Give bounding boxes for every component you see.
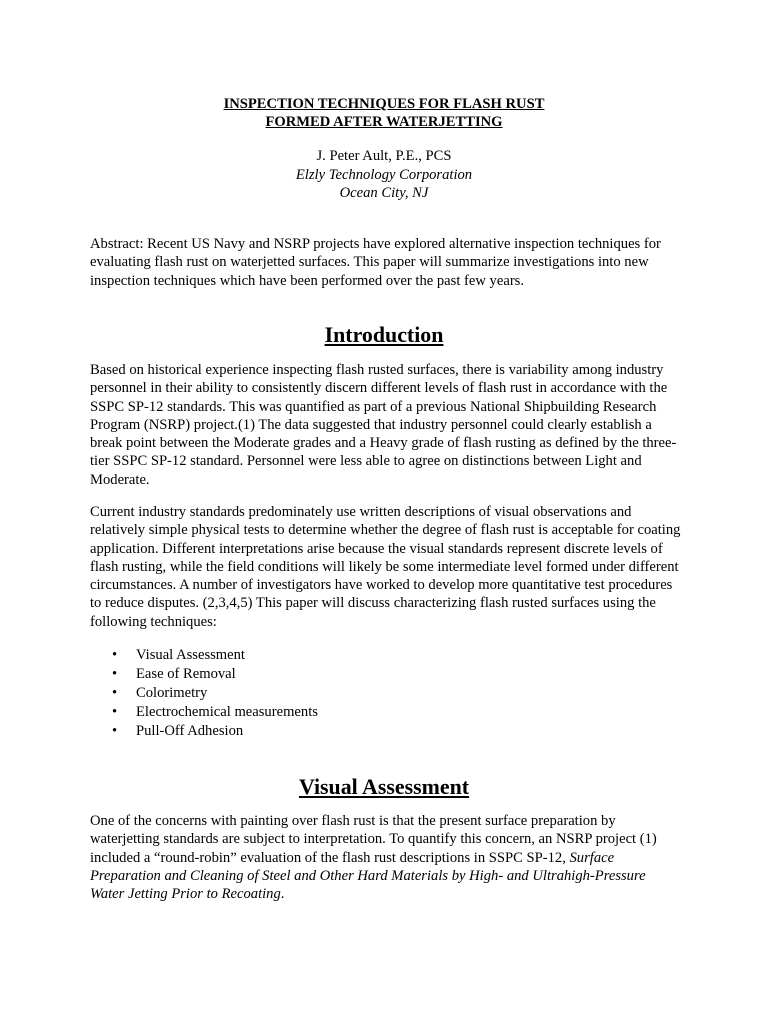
- list-item: • Pull-Off Adhesion: [112, 723, 244, 739]
- author-name: J. Peter Ault, P.E., PCS: [316, 148, 452, 164]
- introduction-heading: Introduction: [324, 322, 444, 347]
- bullet-icon: •: [112, 704, 118, 720]
- list-item: • Visual Assessment: [112, 647, 245, 663]
- visual-assessment-heading: Visual Assessment: [298, 774, 470, 799]
- list-item: • Electrochemical measurements: [112, 704, 318, 720]
- author-location: Ocean City, NJ: [339, 185, 429, 202]
- author-block: [0, 147, 768, 203]
- list-item: • Ease of Removal: [112, 666, 236, 682]
- introduction-paragraph-1: Based on historical experience inspecting flash rusted surfaces, there is variability among industry personnel in their ability to consistently discern different levels of flash rust in accordance with the SSPC SP-12 standards. This was quantified as part of a previous National Shipbuilding Research Program (NSRP) project.(1) The data suggested that industry personnel could clearly establish a break point between the Moderate grades and a Heavy grade of flash rusting as defined by the three-tier SSPC SP-12 standard. Personnel were less able to agree on distinctions between Light and Moderate.: [90, 362, 677, 488]
- title-line-2: FORMED AFTER WATERJETTING: [265, 114, 503, 130]
- title-line-1: INSPECTION TECHNIQUES FOR FLASH RUST: [223, 96, 545, 112]
- paper-title: [0, 95, 768, 131]
- bullet-icon: •: [112, 647, 118, 663]
- visual-assessment-paragraph: One of the concerns with painting over flash rust is that the present surface preparation by waterjetting standards are subject to interpretation. To quantify this concern, an NSRP project (1) included a “round-robin” evaluation of the flash rust descriptions in SSPC SP-12, Surface Preparation and Cleaning of Steel and Other Hard Materials by High- and Ultrahigh-Pressure Water Jetting Prior to Recoating.: [90, 813, 657, 903]
- techniques-list: [112, 646, 318, 741]
- introduction-paragraph-2: Current industry standards predominately use written descriptions of visual observations and relatively simple physical tests to determine whether the degree of flash rust is acceptable for coating application. Different interpretations arise because the visual standards represent discrete levels of flash rusting, while the field conditions will likely be some intermediate level formed under different circumstances. A number of investigators have worked to develop more quantitative test procedures to reduce disputes. (2,3,4,5) This paper will discuss characterizing flash rusted surfaces using the following techniques:: [90, 504, 681, 630]
- bullet-icon: •: [112, 723, 118, 739]
- author-organization: Elzly Technology Corporation: [295, 166, 473, 183]
- bullet-icon: •: [112, 666, 118, 682]
- abstract-paragraph: Abstract: Recent US Navy and NSRP projects have explored alternative inspection techniques for evaluating flash rust on waterjetted surfaces. This paper will summarize investigations into new inspection techniques which have been performed over the past few years.: [90, 236, 661, 289]
- bullet-icon: •: [112, 685, 118, 701]
- list-item: • Colorimetry: [112, 685, 208, 701]
- standard-title: Surface Preparation and Cleaning of Steel and Other Hard Materials by High- and Ultrahigh-Pressure Water Jetting Prior to Recoating: [90, 849, 646, 903]
